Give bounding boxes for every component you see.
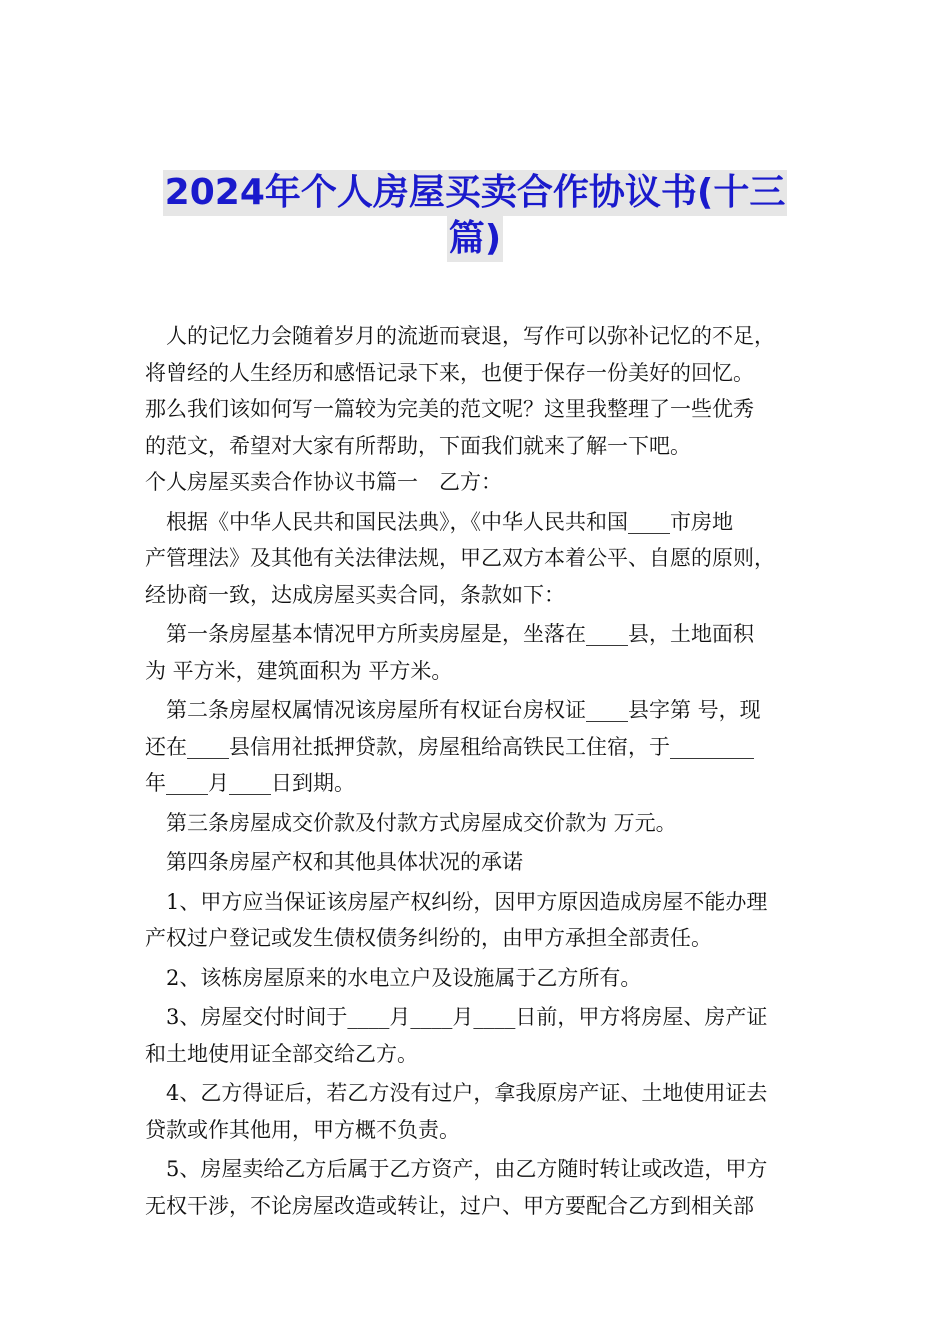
body-line: 4、乙方得证后，若乙方没有过户，拿我原房产证、土地使用证去 xyxy=(145,1081,768,1105)
body-line: 产权过户登记或发生债权债务纠纷的，由甲方承担全部责任。 xyxy=(145,926,712,950)
body-line: 年____月____日到期。 xyxy=(145,771,355,795)
body-line: 还在____县信用社抵押贷款，房屋租给高铁民工住宿，于________ xyxy=(145,734,754,759)
body-line: 2、该栋房屋原来的水电立户及设施属于乙方所有。 xyxy=(145,965,642,990)
title-line-2: 篇) xyxy=(447,216,503,262)
body-line: 无权干涉，不论房屋改造或转让，过户、甲方要配合乙方到相关部 xyxy=(145,1193,754,1218)
section-heading: 个人房屋买卖合作协议书篇一 乙方： xyxy=(145,470,502,494)
body-line: 第四条房屋产权和其他具体状况的承诺 xyxy=(145,850,523,874)
document-title xyxy=(120,170,830,262)
body-line: 和土地使用证全部交给乙方。 xyxy=(145,1041,418,1066)
body-line: 为 平方米，建筑面积为 平方米。 xyxy=(145,658,453,683)
body-line: 1、甲方应当保证该房屋产权纠纷，因甲方原因造成房屋不能办理 xyxy=(145,889,768,914)
body-line: 将曾经的人生经历和感悟记录下来，也便于保存一份美好的回忆。 xyxy=(145,360,754,385)
body-line: 那么我们该如何写一篇较为完美的范文呢？这里我整理了一些优秀 xyxy=(145,397,754,421)
body-line: 产管理法》及其他有关法律法规，甲乙双方本着公平、自愿的原则， xyxy=(145,546,775,570)
body-line: 第一条房屋基本情况甲方所卖房屋是，坐落在____县，土地面积 xyxy=(145,622,754,646)
document-body xyxy=(145,318,810,1224)
title-line-1: 2024年个人房屋买卖合作协议书(十三 xyxy=(163,170,788,216)
body-line: 3、房屋交付时间于____月____月____日前，甲方将房屋、房产证 xyxy=(145,1005,768,1029)
body-line: 根据《中华人民共和国民法典》，《中华人民共和国____市房地 xyxy=(145,509,733,534)
body-line: 第二条房屋权属情况该房屋所有权证台房权证____县字第 号，现 xyxy=(145,698,761,722)
body-line: 人的记忆力会随着岁月的流逝而衰退，写作可以弥补记忆的不足， xyxy=(145,324,775,348)
body-line: 经协商一致，达成房屋买卖合同，条款如下： xyxy=(145,582,565,607)
body-line: 第三条房屋成交价款及付款方式房屋成交价款为 万元。 xyxy=(145,810,677,835)
body-line: 的范文，希望对大家有所帮助，下面我们就来了解一下吧。 xyxy=(145,433,691,458)
body-line: 贷款或作其他用，甲方概不负责。 xyxy=(145,1117,460,1142)
body-line: 5、房屋卖给乙方后属于乙方资产，由乙方随时转让或改造，甲方 xyxy=(145,1157,768,1181)
